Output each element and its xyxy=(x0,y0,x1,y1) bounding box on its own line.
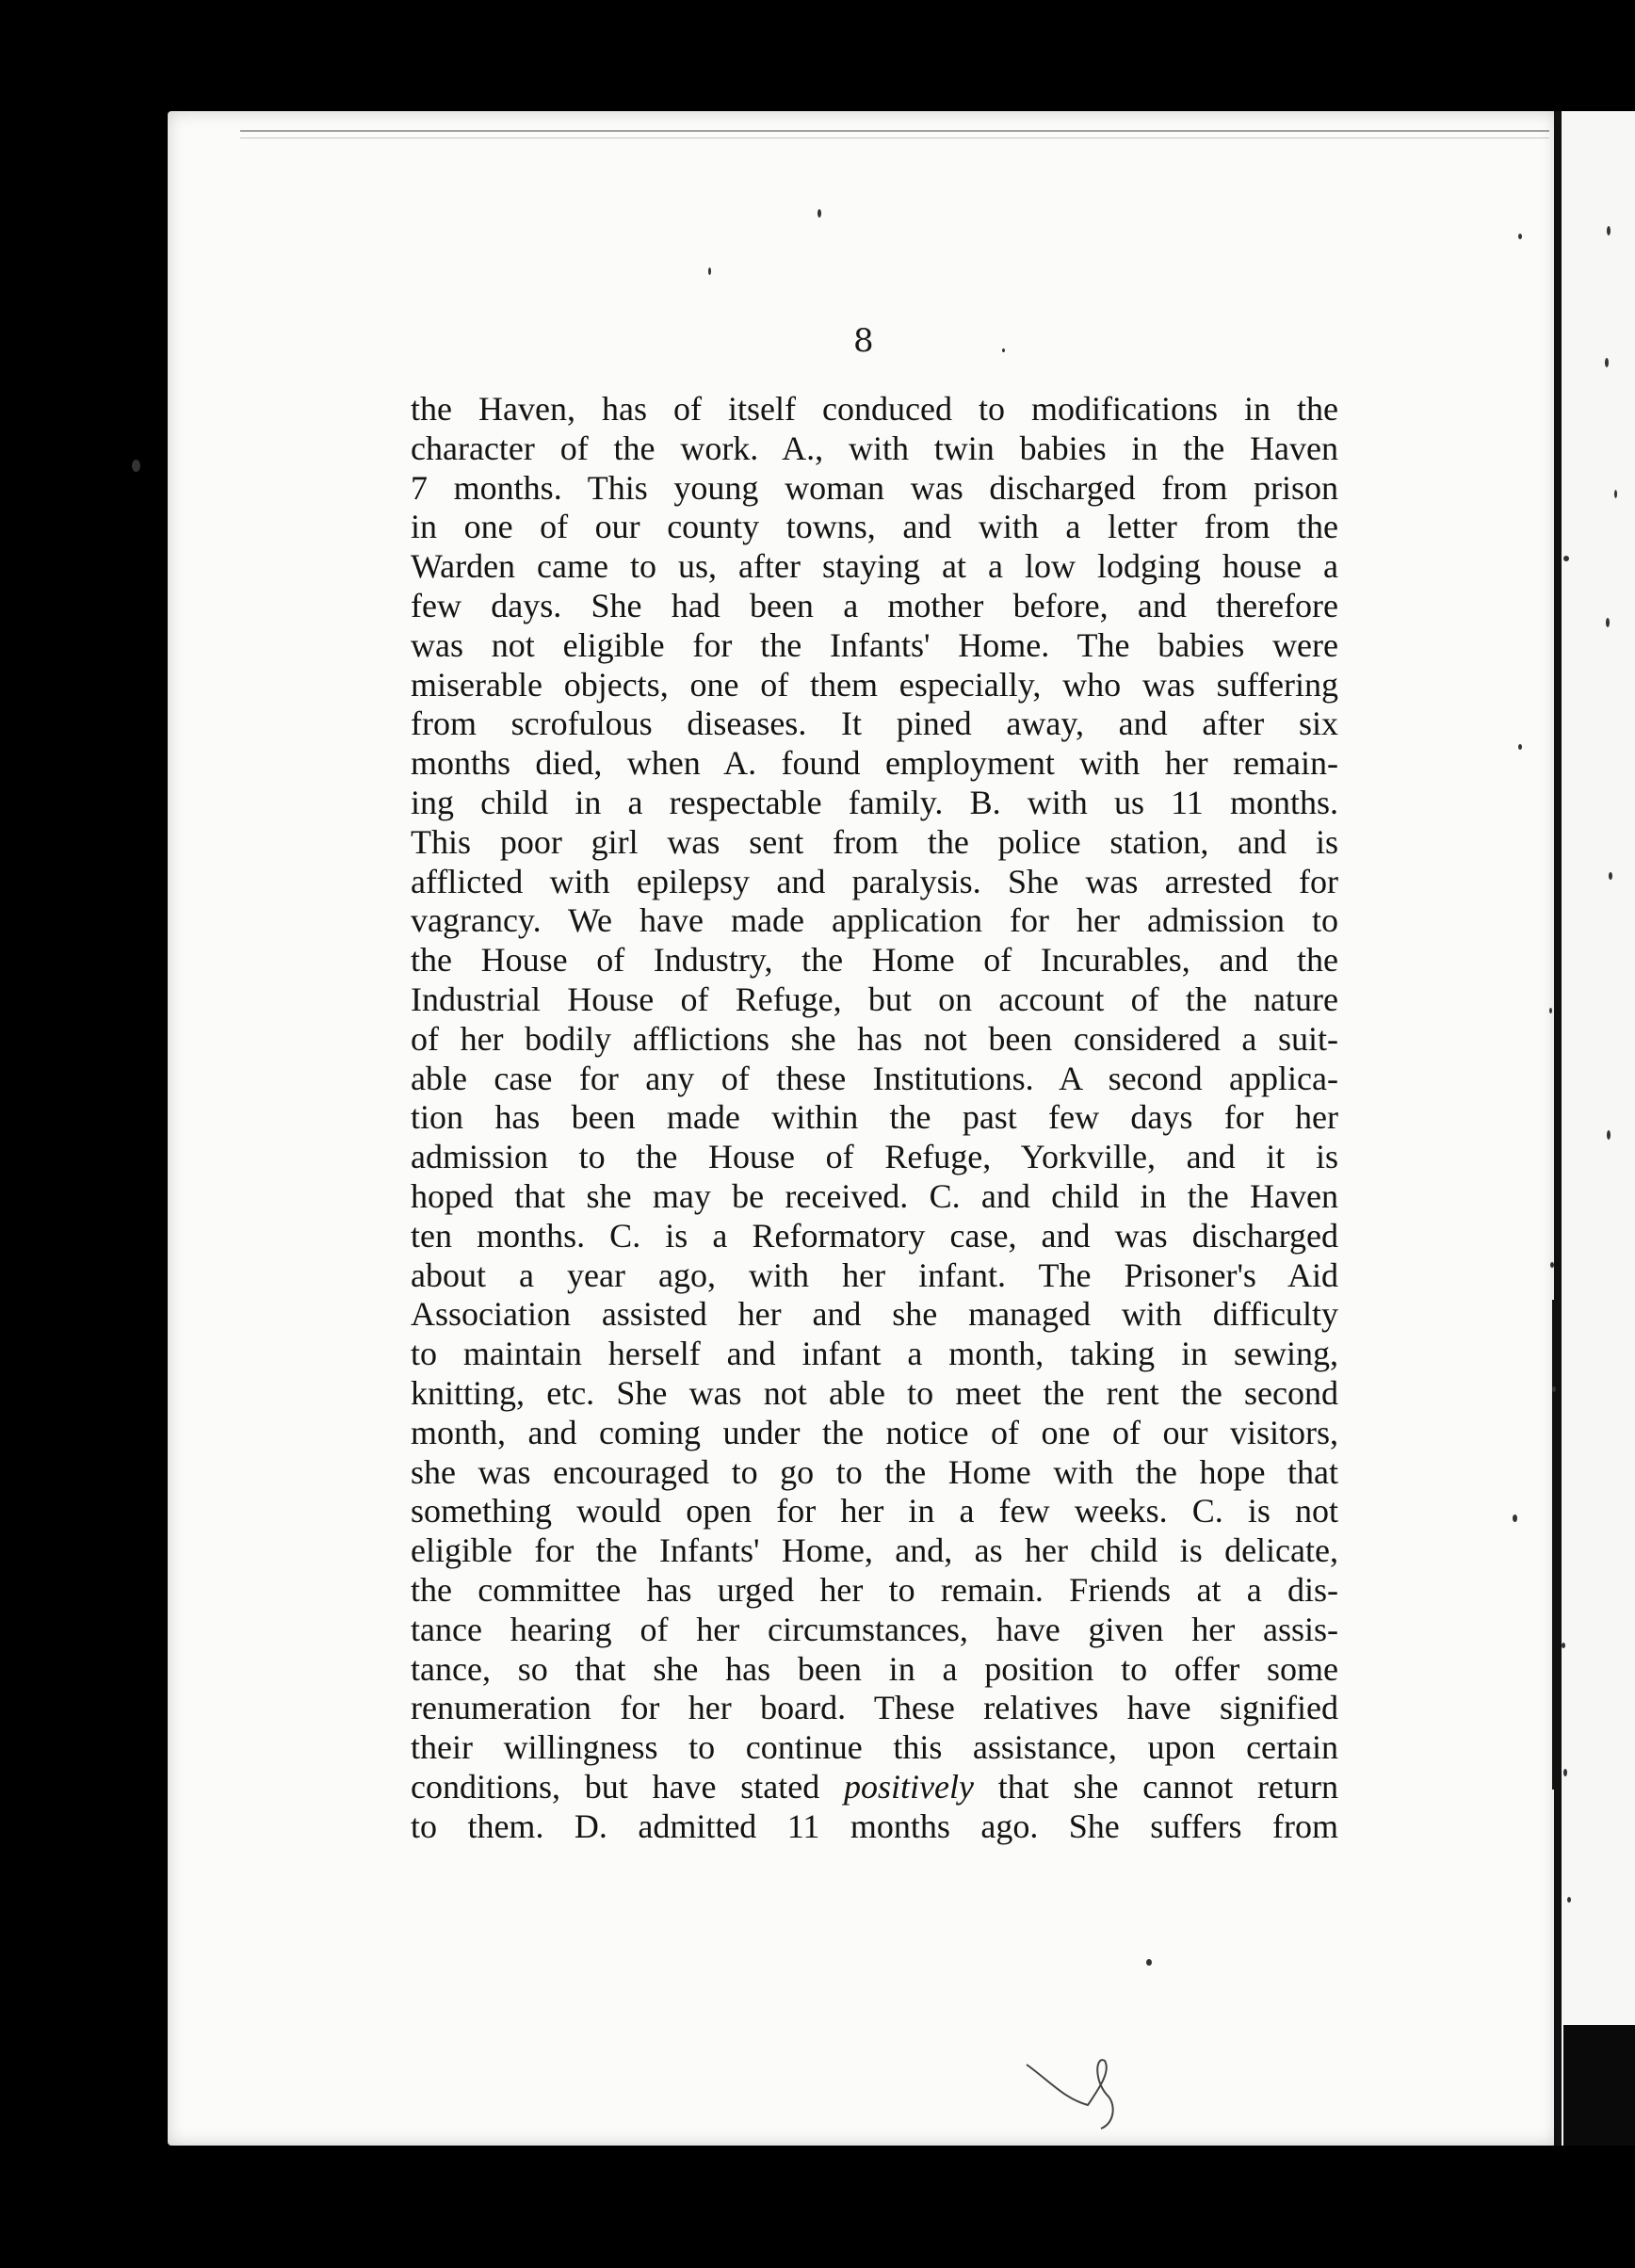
text-line: tion has been made within the past few days for her xyxy=(411,1098,1338,1137)
text-line: tance hearing of her circumstances, have given her assis- xyxy=(411,1610,1338,1648)
emphasized-word: positively xyxy=(844,1767,974,1806)
text-line: admission to the House of Refuge, Yorkville, and it is xyxy=(411,1138,1338,1176)
text-line: their willingness to continue this assistance, upon certain xyxy=(411,1728,1338,1767)
text-line: conditions, but have stated positively that she cannot return xyxy=(411,1767,1338,1806)
text-line: tance, so that she has been in a position to offer some xyxy=(411,1649,1338,1688)
adjacent-page-edge xyxy=(1557,111,1635,2146)
page-number: 8 xyxy=(853,322,874,360)
text-line: she was encouraged to go to the Home with the hope that xyxy=(411,1452,1338,1491)
text-line: afflicted with epilepsy and paralysis. She was arrested for xyxy=(411,862,1338,900)
text-line: character of the work. A., with twin babies in the Haven xyxy=(411,429,1338,467)
text-line: hoped that she may be received. C. and child in the Haven xyxy=(411,1176,1338,1215)
text-line: able case for any of these Institutions. A second applica- xyxy=(411,1059,1338,1097)
text-line: the committee has urged her to remain. Friends at a dis- xyxy=(411,1570,1338,1609)
text-line: of her bodily afflictions she has not been considered a suit- xyxy=(411,1019,1338,1058)
text-line: miserable objects, one of them especially, who was suffering xyxy=(411,665,1338,704)
page-edge xyxy=(240,130,1549,138)
text-line: about a year ago, with her infant. The Prisoner's Aid xyxy=(411,1256,1338,1294)
text-line: months died, when A. found employment with her remain- xyxy=(411,744,1338,783)
text-line: few days. She had been a mother before, and therefore xyxy=(411,586,1338,624)
text-line: in one of our county towns, and with a letter from the xyxy=(411,508,1338,546)
text-line: something would open for her in a few weeks. C. is not xyxy=(411,1492,1338,1531)
scan-corner-shadow xyxy=(1563,2025,1635,2146)
text-line: knitting, etc. She was not able to meet the rent the second xyxy=(411,1373,1338,1412)
text-line: 7 months. This young woman was discharged from prison xyxy=(411,468,1338,507)
text-line: from scrofulous diseases. It pined away, and after six xyxy=(411,705,1338,743)
text-line: Industrial House of Refuge, but on account of the nature xyxy=(411,980,1338,1018)
text-line: was not eligible for the Infants' Home. The babies were xyxy=(411,625,1338,664)
text-line: ten months. C. is a Reformatory case, and was discharged xyxy=(411,1216,1338,1255)
text-line: the House of Industry, the Home of Incurables, and the xyxy=(411,941,1338,980)
binding-gutter-dark xyxy=(1552,1300,1562,1790)
text-line: Warden came to us, after staying at a low lodging house a xyxy=(411,547,1338,586)
text-line: eligible for the Infants' Home, and, as her child is delicate, xyxy=(411,1531,1338,1570)
binding-gutter xyxy=(1554,111,1562,2146)
text-line: renumeration for her board. These relatives have signified xyxy=(411,1689,1338,1727)
text-line: month, and coming under the notice of one of our visitors, xyxy=(411,1413,1338,1451)
text-line: to them. D. admitted 11 months ago. She suffers from xyxy=(411,1806,1338,1845)
text-line: to maintain herself and infant a month, taking in sewing, xyxy=(411,1335,1338,1373)
text-line: ing child in a respectable family. B. with us 11 months. xyxy=(411,783,1338,821)
text-line: the Haven, has of itself conduced to modifications in the xyxy=(411,390,1338,428)
text-line: Association assisted her and she managed with difficulty xyxy=(411,1295,1338,1334)
body-text xyxy=(411,390,1338,1846)
pencil-mark-icon xyxy=(1022,2053,1154,2138)
text-line: This poor girl was sent from the police station, and is xyxy=(411,822,1338,861)
text-line: vagrancy. We have made application for her admission to xyxy=(411,901,1338,940)
